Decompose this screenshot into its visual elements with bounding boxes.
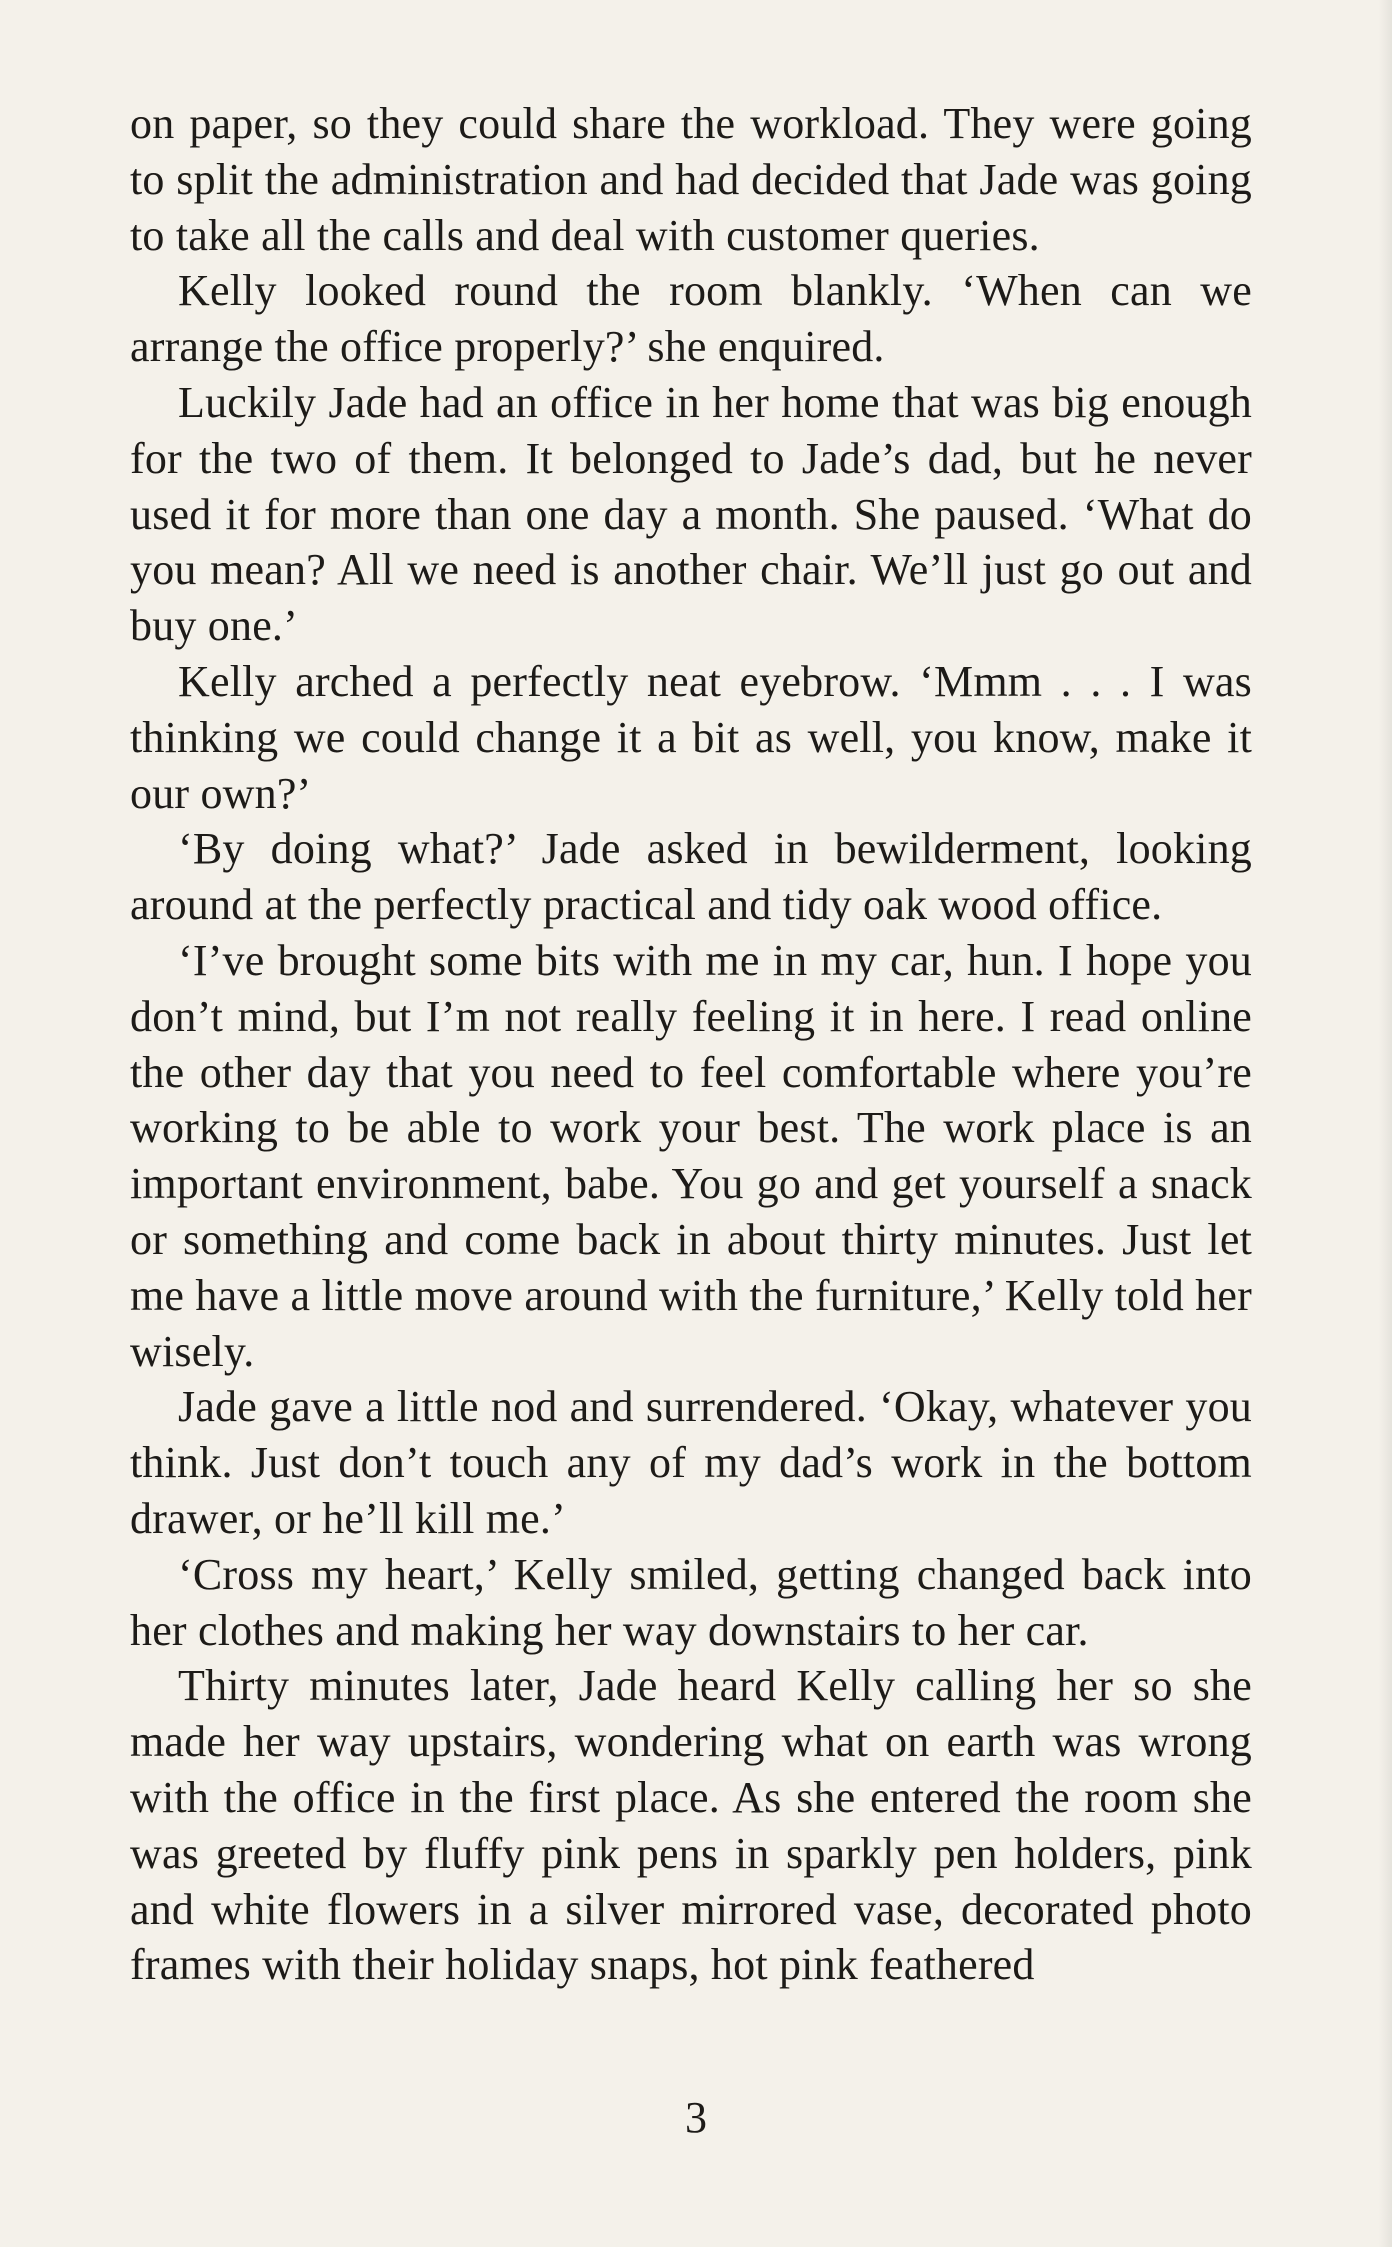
paragraph-7: Jade gave a little nod and surrendered. ‘Okay, whatever you think. Just don’t touch any of my dad’s work in the bottom drawer, or he’ll kill me.’ — [130, 1382, 1252, 1543]
page-number: 3 — [685, 2093, 707, 2142]
paragraph-3: Luckily Jade had an office in her home that was big enough for the two of them. It belonged to Jade’s dad, but he never used it for more than one day a month. She paused. ‘What do you mean? All we need is another chair. We’ll just go out and buy one.’ — [130, 377, 1252, 651]
paragraph-4: Kelly arched a perfectly neat eyebrow. ‘Mmm . . . I was thinking we could change it a bit as well, you know, make it our own?’ — [130, 656, 1252, 818]
paragraph-1: on paper, so they could share the workload. They were going to split the administration and had decided that Jade was going to take all the calls and deal with customer queries. — [130, 99, 1252, 260]
paragraph-6: ‘I’ve brought some bits with me in my car, hun. I hope you don’t mind, but I’m not really feeling it in here. I read online the other day that you need to feel comfortable where you’re working to be able to work your best. The work place is an important environment, babe. You go and get yourself a snack or something and come back in about thirty minutes. Just let me have a little move around with the furniture,’ Kelly told her wisely. — [130, 935, 1252, 1376]
paragraph-8: ‘Cross my heart,’ Kelly smiled, getting changed back into her clothes and making her way downstairs to her car. — [130, 1549, 1252, 1655]
page-edge-shadow — [1378, 0, 1392, 2247]
paragraph-2: Kelly looked round the room blankly. ‘When can we arrange the office properly?’ she enquired. — [130, 266, 1252, 372]
paragraph-9: Thirty minutes later, Jade heard Kelly calling her so she made her way upstairs, wondering what on earth was wrong with the office in the first place. As she entered the room she was greeted by fluffy pink pens in sparkly pen holders, pink and white flowers in a silver mirrored vase, decorated photo frames with their holiday snaps, hot pink feathered — [130, 1661, 1252, 1990]
page-body — [130, 96, 1252, 1993]
paragraph-5: ‘By doing what?’ Jade asked in bewilderment, looking around at the perfectly practical and tidy oak wood office. — [130, 824, 1252, 930]
